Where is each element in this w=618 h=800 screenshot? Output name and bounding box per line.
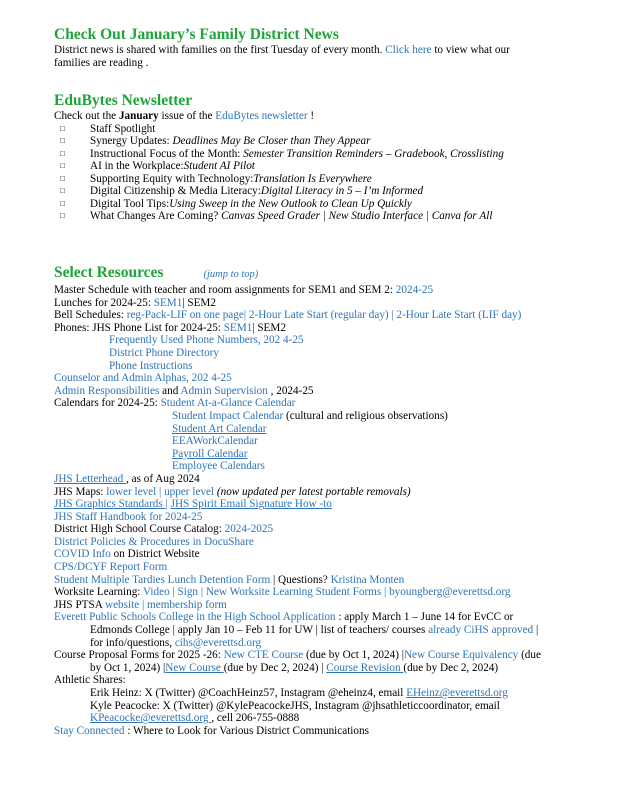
- athletic-row: [54, 674, 614, 687]
- resources-section: [54, 264, 614, 737]
- bullet-marker-icon: □: [60, 148, 65, 158]
- ptsa-row: [54, 599, 614, 612]
- bullet-label: Staff Spotlight: [90, 122, 156, 135]
- tardies-form-link[interactable]: Student Multiple Tardies Lunch Detention Form: [54, 573, 271, 586]
- kyle-email-link[interactable]: KPeacocke@everettsd.org: [90, 712, 212, 725]
- lunches-sem1-link[interactable]: SEM1: [153, 296, 183, 309]
- erik-info: Erik Heinz: X (Twitter) @CoachHeinz57, Instagram @eheinz4, email: [90, 687, 407, 699]
- impact-calendar-note: (cultural and religious observations): [283, 409, 448, 422]
- staff-handbook-link[interactable]: JHS Staff Handbook for 2024-25: [54, 510, 203, 523]
- college-row-3: [54, 637, 614, 650]
- phones-sem1-link[interactable]: SEM1: [223, 321, 253, 334]
- edubytes-bullet-item: [54, 135, 614, 148]
- bullet-text: [90, 160, 255, 173]
- impact-calendar-link[interactable]: Student Impact Calendar: [172, 409, 284, 422]
- master-schedule-link[interactable]: 2024-25: [395, 284, 434, 296]
- payroll-calendar-link[interactable]: Payroll Calendar: [172, 447, 248, 460]
- tardies-row: [54, 574, 614, 587]
- maps-note: (now updated per latest portable removals): [214, 485, 411, 498]
- bullet-topic: Using Sweep in the New Outlook to Clean Up Quickly: [169, 197, 412, 210]
- phone-directory-link[interactable]: District Phone Directory: [109, 346, 219, 359]
- bullet-marker-icon: □: [60, 173, 65, 183]
- proposal-due-4: (due by Dec 2, 2024) |: [223, 661, 327, 674]
- bullet-topic: Deadlines May Be Closer than They Appear: [172, 135, 371, 148]
- graphics-row: [54, 498, 614, 511]
- lunches-sem2: | SEM2: [182, 296, 216, 309]
- bullet-text: [90, 135, 370, 148]
- counselor-row: [54, 372, 614, 385]
- maps-label: JHS Maps:: [54, 485, 107, 498]
- cps-report-link[interactable]: CPS/DCYF Report Form: [54, 561, 168, 574]
- impact-calendar-row: [54, 410, 614, 423]
- family-news-text-2: to view what our: [431, 44, 510, 56]
- edubytes-bullet-item: [54, 210, 614, 223]
- admin-and: and: [159, 384, 181, 397]
- ptsa-separator: |: [139, 598, 148, 611]
- eea-calendar-row: [54, 435, 614, 448]
- bullet-text: [90, 185, 423, 198]
- edubytes-bullet-item: [54, 185, 614, 198]
- catalog-link[interactable]: 2024-2025: [224, 523, 274, 536]
- athletic-label: Athletic Shares:: [54, 674, 126, 687]
- art-calendar-row: [54, 423, 614, 436]
- catalog-row: [54, 523, 614, 536]
- bullet-text: [90, 173, 372, 186]
- bullet-topic: Student AI Pilot: [183, 160, 255, 173]
- bullet-label: Digital Citizenship & Media Literacy:: [90, 185, 261, 198]
- worksite-label: Worksite Learning:: [54, 586, 143, 599]
- phones-list-label: JHS Phone List for 2024-25:: [89, 321, 224, 334]
- bullet-marker-icon: □: [60, 136, 65, 146]
- stay-connected-row: [54, 725, 614, 738]
- letterhead-row: [54, 473, 614, 486]
- new-cte-course-link[interactable]: New CTE Course: [223, 649, 304, 662]
- course-revision-link[interactable]: Course Revision: [326, 661, 404, 674]
- edubytes-intro-text: Check out the: [54, 110, 119, 122]
- bullet-label: AI in the Workplace:: [90, 160, 184, 173]
- bullet-marker-icon: □: [60, 186, 65, 196]
- edubytes-intro-end: !: [307, 110, 315, 122]
- admin-year: , 2024-25: [267, 384, 314, 397]
- bullet-label: What Changes Are Coming?: [90, 210, 222, 223]
- worksite-row: [54, 586, 614, 599]
- edubytes-bullet-item: [54, 198, 614, 211]
- proposal-due-2: (due: [518, 649, 541, 662]
- master-schedule-row: [54, 284, 614, 297]
- lunches-label: Lunches for 2024-25:: [54, 296, 154, 309]
- bullet-text: [90, 210, 492, 223]
- bullet-label: Instructional Focus of the Month:: [90, 147, 244, 160]
- maps-links[interactable]: lower level | upper level: [106, 485, 215, 498]
- edubytes-bullet-item: [54, 173, 614, 186]
- family-news-text: [54, 44, 614, 57]
- college-uw-dates: Edmonds College | apply Jan 10 – Feb 11 for UW | list of teachers/ courses: [90, 624, 429, 637]
- employee-calendar-link[interactable]: Employee Calendars: [172, 460, 265, 473]
- bullet-text: [90, 198, 412, 211]
- new-course-link[interactable]: New Course: [165, 661, 224, 674]
- kyle-info: Kyle Peacocke: X (Twitter) @KylePeacockeJHS, Instagram @jhsathleticcoordinator, email: [90, 699, 500, 712]
- bell-schedules-links[interactable]: reg-Pack-LIF on one page| 2-Hour Late Start (regular day) | 2-Hour Late Start (LIF day): [126, 309, 522, 322]
- payroll-calendar-row: [54, 448, 614, 461]
- student-calendar-link[interactable]: Student At-a-Glance Calendar: [160, 397, 296, 410]
- eea-calendar-link[interactable]: EEAWorkCalendar: [172, 435, 258, 448]
- edubytes-bullet-list: [54, 123, 614, 223]
- employee-calendar-row: [54, 460, 614, 473]
- phone-numbers-link[interactable]: Frequently Used Phone Numbers, 202 4-25: [109, 334, 304, 347]
- ptsa-website-link[interactable]: website: [105, 598, 140, 611]
- covid-row: [54, 548, 614, 561]
- bullet-topic: Semester Transition Reminders – Gradebook, Crosslisting: [243, 147, 504, 160]
- graphics-separator: |: [165, 498, 171, 511]
- phones-sub-1-row: [54, 334, 614, 347]
- policies-link[interactable]: District Policies & Procedures in DocuShare: [54, 535, 254, 548]
- college-sep: |: [533, 624, 539, 637]
- bullet-topic: Digital Literacy in 5 – I’m Informed: [260, 185, 424, 198]
- ptsa-label: JHS PTSA: [54, 598, 105, 611]
- bullet-text: [90, 148, 504, 161]
- family-news-link[interactable]: Click here: [385, 44, 432, 56]
- letterhead-date: , as of Aug 2024: [126, 472, 200, 485]
- erik-row: [54, 687, 614, 700]
- proposal-row-2: [54, 662, 614, 675]
- graphics-standards-link[interactable]: JHS Graphics Standards: [54, 498, 166, 511]
- covid-text: on District Website: [110, 548, 200, 561]
- bell-schedules-row: [54, 309, 614, 322]
- bullet-topic: Translation Is Everywhere: [253, 172, 372, 185]
- maps-row: [54, 486, 614, 499]
- admin-row: [54, 385, 614, 398]
- stay-connected-text: : Where to Look for Various District Communications: [124, 724, 369, 737]
- bullet-topic: Canvas Speed Grader | New Studio Interface | Canva for All: [221, 210, 493, 223]
- edubytes-section: [54, 92, 614, 223]
- letterhead-link[interactable]: JHS Letterhead: [54, 472, 127, 485]
- catalog-label: District High School Course Catalog:: [54, 523, 225, 536]
- policies-row: [54, 536, 614, 549]
- phone-instructions-link[interactable]: Phone Instructions: [109, 359, 193, 372]
- tardies-contact-link[interactable]: Kristina Monten: [330, 573, 405, 586]
- phones-sub-2-row: [54, 347, 614, 360]
- college-row: [54, 611, 614, 624]
- phones-sub-3-row: [54, 360, 614, 373]
- bullet-label: Digital Tool Tips:: [90, 197, 170, 210]
- kyle-row-2: [54, 712, 614, 725]
- edubytes-heading: EduBytes Newsletter: [54, 92, 193, 109]
- stay-connected-link[interactable]: Stay Connected: [54, 724, 125, 737]
- counselor-alphas-link[interactable]: Counselor and Admin Alphas, 202 4-25: [54, 372, 232, 385]
- bullet-marker-icon: □: [60, 161, 65, 171]
- email-signature-link[interactable]: JHS Spirit Email Signature How -to: [170, 498, 332, 511]
- edubytes-newsletter-link[interactable]: EduBytes newsletter: [215, 110, 308, 122]
- art-calendar-link[interactable]: Student Art Calendar: [172, 422, 267, 435]
- admin-responsibilities-link[interactable]: Admin Responsibilities: [54, 384, 160, 397]
- jump-to-top-link[interactable]: (jump to top): [203, 269, 259, 280]
- bell-schedules-label: Bell Schedules:: [54, 309, 127, 322]
- cihs-approved-link[interactable]: already CiHS approved: [428, 624, 534, 637]
- proposal-due-5: (due by Dec 2, 2024): [403, 661, 499, 674]
- phones-row: [54, 322, 614, 335]
- edubytes-intro-mid: issue of the: [158, 110, 216, 122]
- new-course-equivalency-link[interactable]: New Course Equivalency: [403, 649, 519, 662]
- cps-row: [54, 561, 614, 574]
- college-application-link[interactable]: Everett Public Schools College in the High School Application: [54, 611, 336, 624]
- master-schedule-label: Master Schedule with teacher and room assignments for SEM1 and SEM 2:: [54, 284, 396, 296]
- worksite-links[interactable]: Video | Sign | New Worksite Learning Student Forms | byoungberg@everettsd.org: [143, 586, 511, 599]
- edubytes-intro: [54, 110, 614, 123]
- college-row-2: [54, 624, 614, 637]
- erik-email-link[interactable]: EHeinz@everettsd.org: [406, 687, 508, 699]
- proposal-row: [54, 649, 614, 662]
- edubytes-month: January: [118, 110, 159, 122]
- bullet-label: Supporting Equity with Technology:: [90, 172, 254, 185]
- phones-sem2: | SEM2: [252, 321, 286, 334]
- edubytes-bullet-item: [54, 123, 614, 136]
- college-dates: : apply March 1 – June 14 for EvCC or: [335, 611, 514, 624]
- family-news-text-1: District news is shared with families on the first Tuesday of every month.: [54, 44, 386, 56]
- covid-info-link[interactable]: COVID Info: [54, 548, 111, 561]
- proposal-label: Course Proposal Forms for 2025 -26:: [54, 649, 224, 662]
- lunches-row: [54, 297, 614, 310]
- edubytes-bullet-item: [54, 160, 614, 173]
- handbook-row: [54, 511, 614, 524]
- tardies-questions: | Questions?: [270, 573, 331, 586]
- edubytes-bullet-item: [54, 148, 614, 161]
- ptsa-membership-link[interactable]: membership form: [147, 598, 227, 611]
- bullet-marker-icon: □: [60, 211, 65, 221]
- bullet-text: [90, 123, 155, 136]
- resources-heading: [54, 264, 614, 284]
- phones-label: Phones:: [54, 321, 90, 334]
- family-news-text-3: families are reading .: [54, 56, 149, 69]
- bullet-marker-icon: □: [60, 123, 65, 133]
- calendars-label: Calendars for 2024-25:: [54, 397, 161, 410]
- admin-supervision-link[interactable]: Admin Supervision: [180, 384, 268, 397]
- kyle-row: [54, 700, 614, 713]
- bullet-marker-icon: □: [60, 198, 65, 208]
- calendars-row: [54, 397, 614, 410]
- proposal-due-3: by Oct 1, 2024) |: [90, 661, 166, 674]
- kyle-cell: , cell 206-755-0888: [211, 712, 300, 725]
- bullet-label: Synergy Updates:: [90, 135, 173, 148]
- college-info-label: for info/questions,: [90, 636, 175, 649]
- resources-title: Select Resources: [54, 264, 164, 281]
- proposal-due-1: (due by Oct 1, 2024) |: [303, 649, 404, 662]
- cihs-email-link[interactable]: cihs@everettsd.org: [174, 636, 262, 649]
- family-news-section: [54, 26, 614, 69]
- family-news-heading: Check Out January’s Family District News: [54, 26, 339, 43]
